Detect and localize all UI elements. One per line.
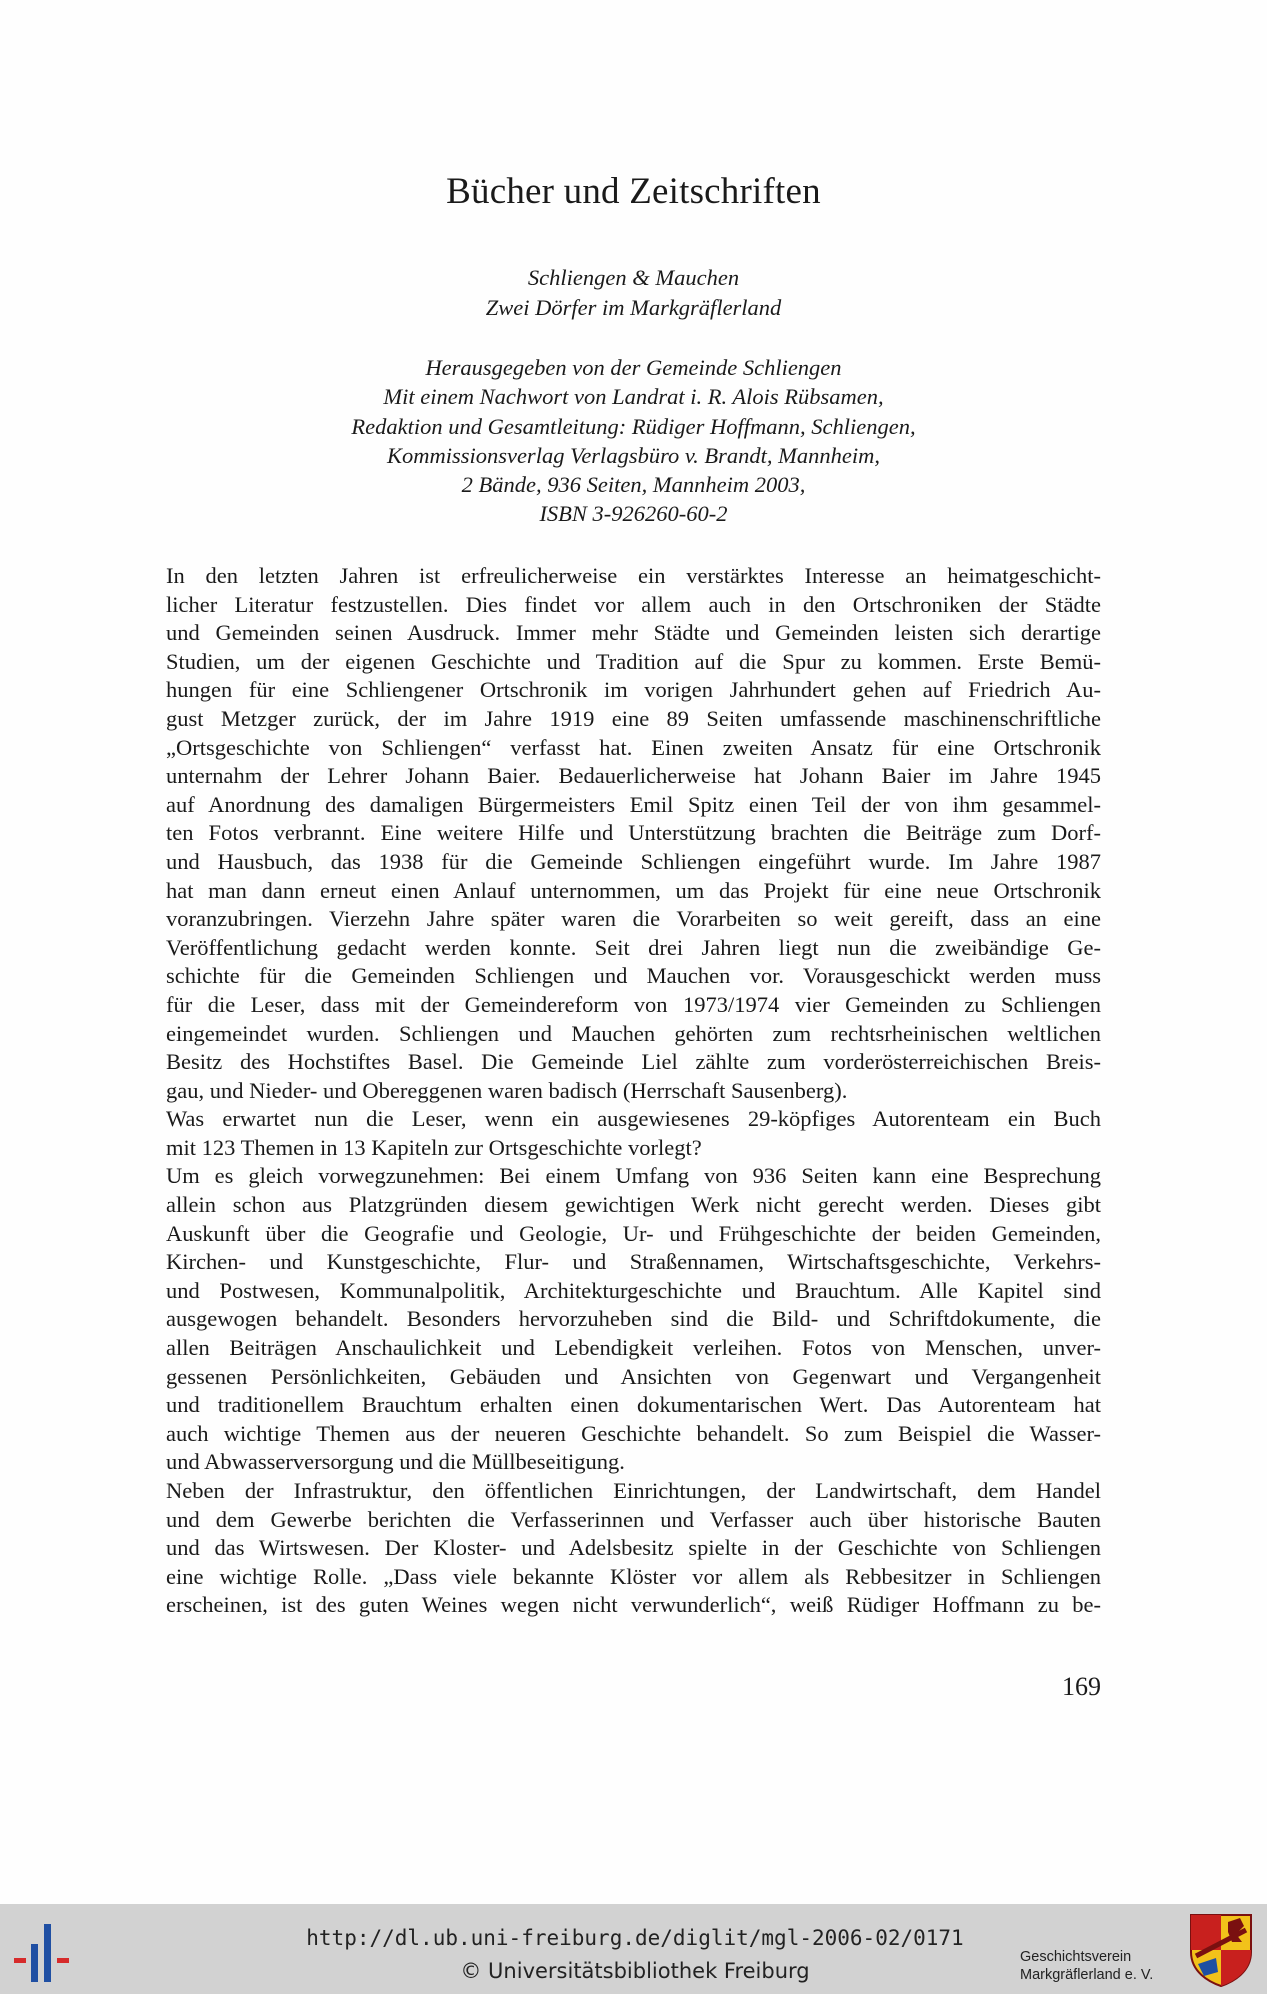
body-text-line: Um es gleich vorwegzunehmen: Bei einem Umfang von 936 Seiten kann eine Besprechung [166, 1163, 1101, 1189]
body-text-line: und das Wirtswesen. Der Kloster- und Adelsbesitz spielte in der Geschichte von Schliengen [166, 1535, 1101, 1561]
subtitle-line: Schliengen & Mauchen [527, 265, 740, 290]
body-text-line: schichte für die Gemeinden Schliengen und Mauchen vor. Vorausgeschickt werden muss [166, 963, 1101, 989]
imprint-line: Redaktion und Gesamtleitung: Rüdiger Hoffmann, Schliengen, [351, 413, 916, 439]
body-text-line: Besitz des Hochstiftes Basel. Die Gemeinde Liel zählte zum vorderösterreichischen Breis- [166, 1049, 1101, 1075]
body-text-line: Was erwartet nun die Leser, wenn ein ausgewiesenes 29-köpfiges Autorenteam ein Buch [166, 1106, 1101, 1132]
body-text-line: voranzubringen. Vierzehn Jahre später waren die Vorarbeiten so weit gereift, dass an eine [166, 906, 1101, 932]
body-text-line: allen Beiträgen Anschaulichkeit und Lebendigkeit verleihen. Fotos von Menschen, unver- [166, 1335, 1101, 1361]
society-crest-icon [1188, 1912, 1254, 1988]
body-text-line: Veröffentlichung gedacht werden konnte. Seit drei Jahren liegt nun die zweibändige Ge- [166, 934, 1101, 960]
page-number: 169 [1062, 1672, 1101, 1701]
body-text-line: und Hausbuch, das 1938 für die Gemeinde Schliengen eingeführt wurde. Im Jahre 1987 [166, 848, 1101, 874]
page-title: Bücher und Zeitschriften [446, 171, 821, 212]
footer-bar [0, 1904, 1267, 1994]
body-text-line: Neben der Infrastruktur, den öffentlichen Einrichtungen, der Landwirtschaft, dem Handel [166, 1478, 1101, 1503]
body-text-line: und traditionellem Brauchtum erhalten einen dokumentarischen Wert. Das Autorenteam hat [166, 1392, 1101, 1418]
body-text-line: Auskunft über die Geografie und Geologie, Ur- und Frühgeschichte der beiden Gemeinden, [166, 1220, 1101, 1246]
body-text-line: auf Anordnung des damaligen Bürgermeisters Emil Spitz einen Teil der von ihm gesammel- [166, 791, 1101, 817]
imprint-line: Mit einem Nachwort von Landrat i. R. Alois Rübsamen, [383, 384, 884, 410]
body-text-line: gau, und Nieder- und Obereggenen waren badisch (Herrschaft Sausenberg). [166, 1077, 848, 1103]
body-text-line: und Gemeinden seinen Ausdruck. Immer mehr Städte und Gemeinden leisten sich derartige [166, 620, 1101, 646]
body-text-line: und Abwasserversorgung und die Müllbeseitigung. [166, 1449, 625, 1475]
book-subtitle [0, 263, 1267, 323]
body-text-line: Studien, um der eigenen Geschichte und Tradition auf die Spur zu kommen. Erste Bemü- [166, 648, 1101, 674]
body-text-line: In den letzten Jahren ist erfreulicherweise ein verstärktes Interesse an heimatgeschicht- [166, 563, 1101, 588]
copyright-notice: © Universitätsbibliothek Freiburg [460, 1959, 810, 1983]
subtitle-line: Zwei Dörfer im Markgräflerland [485, 295, 782, 320]
book-imprint [0, 353, 1267, 529]
body-text-line: hungen für eine Schliengener Ortschronik im vorigen Jahrhundert gehen auf Friedrich Au- [166, 677, 1101, 703]
body-text-line: gust Metzger zurück, der im Jahre 1919 eine 89 Seiten umfassende maschinenschriftliche [166, 705, 1101, 731]
body-text-line: hat man dann erneut einen Anlauf unternommen, um das Projekt für eine neue Ortschronik [166, 877, 1101, 903]
body-text-line: „Ortsgeschichte von Schliengen“ verfasst hat. Einen zweiten Ansatz für eine Ortschronik [166, 734, 1101, 760]
imprint-line: Herausgegeben von der Gemeinde Schliengen [425, 355, 842, 380]
ub-freiburg-logo-icon [14, 1916, 80, 1986]
body-text-line: allein schon aus Platzgründen diesem gewichtigen Werk nicht gerecht werden. Dieses gibt [166, 1192, 1101, 1218]
body-text-line: und dem Gewerbe berichten die Verfasserinnen und Verfasser auch über historische Bauten [166, 1506, 1101, 1532]
review-body-text [166, 562, 1101, 1620]
society-name [1020, 1948, 1180, 1984]
body-text-line: auch wichtige Themen aus der neueren Geschichte behandelt. So zum Beispiel die Wasser- [166, 1420, 1101, 1446]
source-url-link[interactable]: http://dl.ub.uni-freiburg.de/diglit/mgl-2006-02/0171 [306, 1926, 964, 1950]
imprint-line: ISBN 3-926260-60-2 [539, 501, 728, 527]
society-name-line: Markgräflerland e. V. [1020, 1967, 1154, 1983]
imprint-line: Kommissionsverlag Verlagsbüro v. Brandt, Mannheim, [386, 442, 881, 468]
body-text-line: Kirchen- und Kunstgeschichte, Flur- und Straßennamen, Wirtschaftsgeschichte, Verkehrs- [166, 1249, 1101, 1275]
body-text-line: licher Literatur festzustellen. Dies findet vor allem auch in den Ortschroniken der Städte [166, 591, 1101, 617]
body-text-line: erscheinen, ist des guten Weines wegen nicht verwunderlich“, weiß Rüdiger Hoffmann zu be- [166, 1592, 1101, 1618]
body-text-line: eingemeindet wurden. Schliengen und Mauchen gehörten zum rechtsrheinischen weltlichen [166, 1020, 1101, 1046]
body-text-line: für die Leser, dass mit der Gemeindereform von 1973/1974 vier Gemeinden zu Schliengen [166, 991, 1101, 1017]
society-name-line: Geschichtsverein [1020, 1949, 1132, 1965]
imprint-line: 2 Bände, 936 Seiten, Mannheim 2003, [461, 472, 806, 498]
body-text-line: ten Fotos verbrannt. Eine weitere Hilfe und Unterstützung brachten die Beiträge zum Dorf- [166, 820, 1101, 846]
body-text-line: gessenen Persönlichkeiten, Gebäuden und Ansichten von Gegenwart und Vergangenheit [166, 1363, 1101, 1389]
body-text-line: eine wichtige Rolle. „Dass viele bekannte Klöster vor allem als Rebbesitzer in Schliengen [166, 1563, 1101, 1589]
body-text-line: ausgewogen behandelt. Besonders hervorzuheben sind die Bild- und Schriftdokumente, die [166, 1306, 1101, 1332]
body-text-line: und Postwesen, Kommunalpolitik, Architekturgeschichte und Brauchtum. Alle Kapitel sind [166, 1277, 1101, 1303]
body-text-line: mit 123 Themen in 13 Kapiteln zur Ortsgeschichte vorlegt? [166, 1134, 702, 1160]
body-text-line: unternahm der Lehrer Johann Baier. Bedauerlicherweise hat Johann Baier im Jahre 1945 [166, 763, 1101, 789]
